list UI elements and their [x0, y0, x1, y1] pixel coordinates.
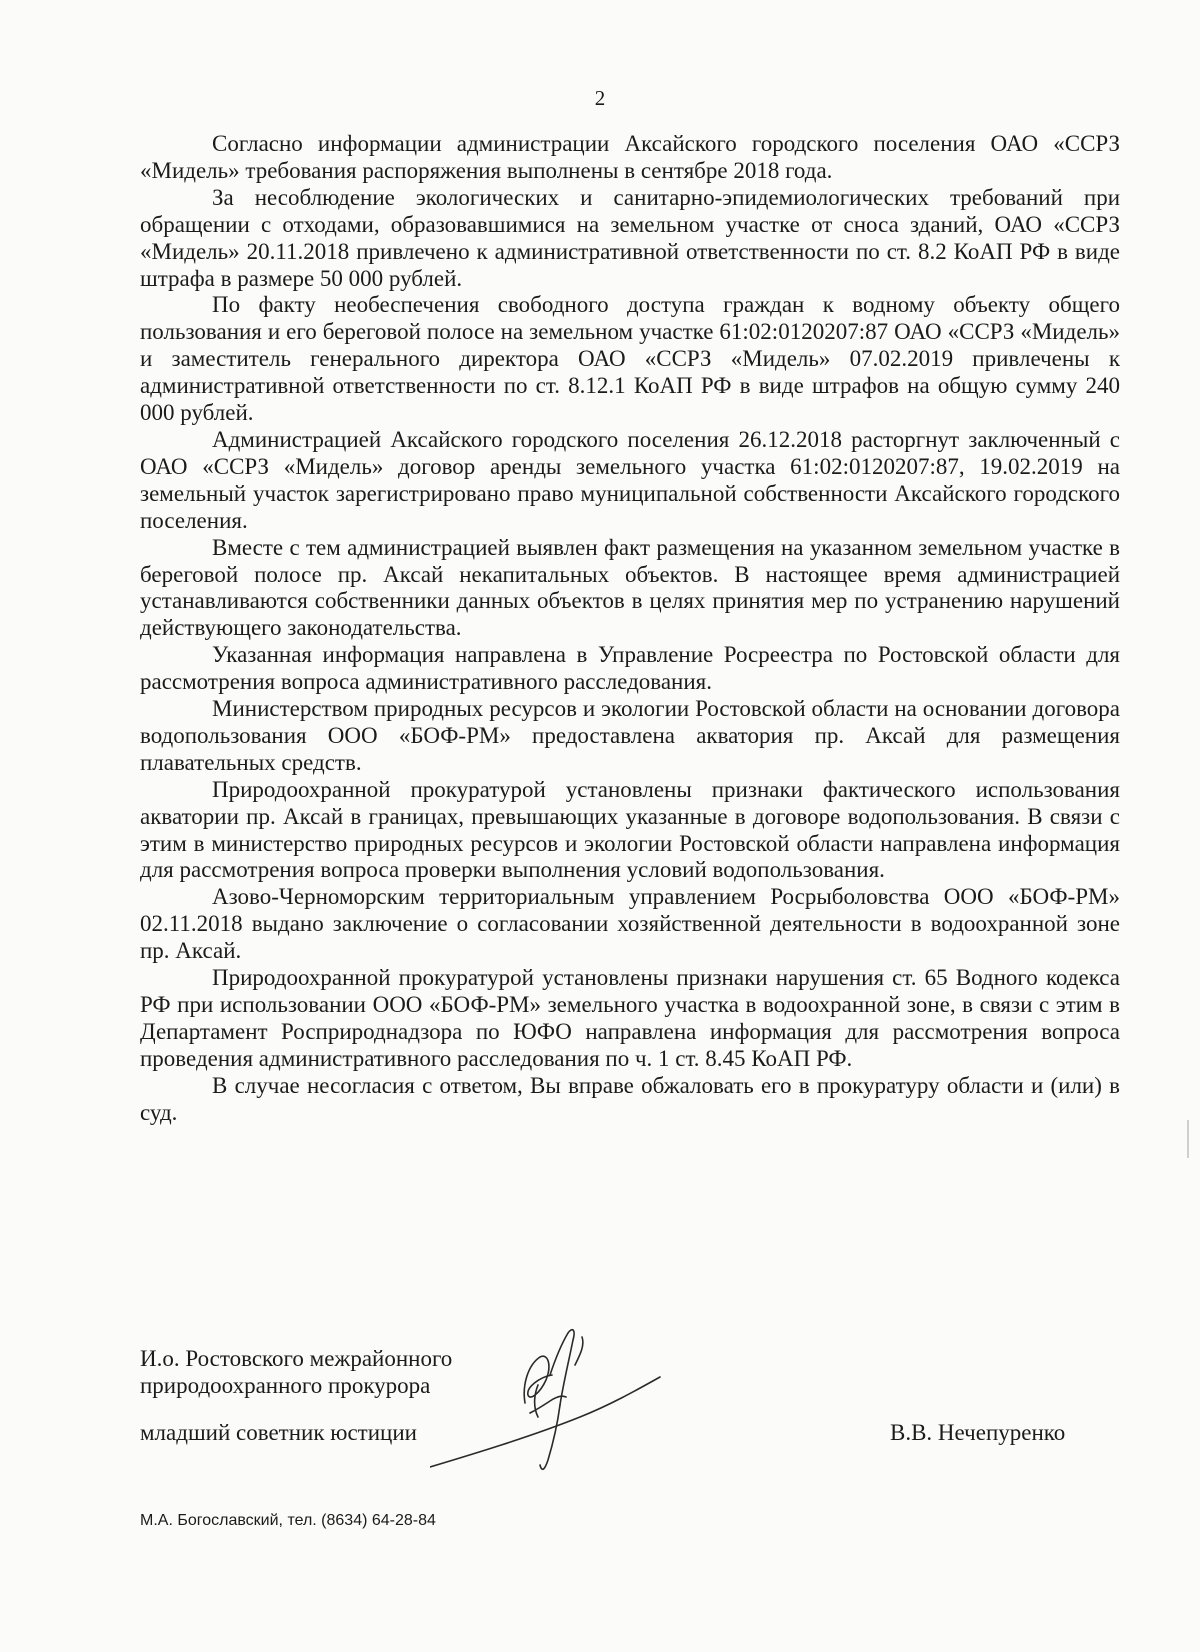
paragraph: Природоохранной прокуратурой установлены признаки фактического использования акватории пр. Аксай в границах, превышающих указанные в договоре водопользования. В связи с этим в министерство природных ресурсов и экологии Ростовской области направлена информация для рассмотрения вопроса проверки выполнения условий водопользования. — [140, 776, 1120, 883]
paragraph: За несоблюдение экологических и санитарно-эпидемиологических требований при обращении с отходами, образовавшимися на земельном участке от сноса зданий, ОАО «ССРЗ «Мидель» 20.11.2018 привлечено к административной ответственности по ст. 8.2 КоАП РФ в виде штрафа в размере 50 000 рублей. — [140, 184, 1120, 291]
letter-body — [140, 131, 1120, 1127]
paragraph: Природоохранной прокуратурой установлены признаки нарушения ст. 65 Водного кодекса РФ при использовании ООО «БОФ-РМ» земельного участка в водоохранной зоне, в связи с этим в Департамент Росприроднадзора по ЮФО направлена информация для рассмотрения вопроса проведения административного расследования по ч. 1 ст. 8.45 КоАП РФ. — [140, 965, 1120, 1071]
signatory-position-line: природоохранного прокурора — [140, 1373, 431, 1398]
paragraph: Указанная информация направлена в Управление Росреестра по Ростовской области для рассмотрения вопроса административного расследования. — [140, 642, 1120, 695]
scan-edge-mark — [1187, 1120, 1189, 1158]
paragraph: Администрацией Аксайского городского поселения 26.12.2018 расторгнут заключенный с ОАО «ССРЗ «Мидель» договор аренды земельного участка 61:02:0120207:87, 19.02.2019 на земельный участок зарегистрировано право муниципальной собственности Аксайского городского поселения. — [140, 426, 1120, 533]
paragraph: Азово-Черноморским территориальным управлением Росрыболовства ООО «БОФ-РМ» 02.11.2018 выдано заключение о согласовании хозяйственной деятельности в водоохранной зоне пр. Аксай. — [140, 884, 1120, 964]
paragraph: В случае несогласия с ответом, Вы вправе обжаловать его в прокуратуру области и (или) в суд. — [140, 1072, 1120, 1125]
paragraph: Согласно информации администрации Аксайского городского поселения ОАО «ССРЗ «Мидель» требования распоряжения выполнены в сентябре 2018 года. — [140, 131, 1120, 183]
signatory-rank: младший советник юстиции — [140, 1420, 417, 1445]
signatory-position — [140, 1345, 452, 1399]
handwritten-signature — [430, 1325, 680, 1475]
signatory-position-line: И.о. Ростовского межрайонного — [140, 1346, 453, 1371]
executor-contact: М.А. Богославский, тел. (8634) 64-28-84 — [140, 1512, 436, 1529]
paragraph: Министерством природных ресурсов и экологии Ростовской области на основании договора водопользования ООО «БОФ-РМ» предоставлена акватория пр. Аксай для размещения плавательных средств. — [140, 696, 1120, 775]
signatory-name: В.В. Нечепуренко — [890, 1420, 1066, 1445]
paragraph: Вместе с тем администрацией выявлен факт размещения на указанном земельном участке в береговой полосе пр. Аксай некапитальных объектов. В настоящее время администрацией устанавливаются собственники данных объектов в целях принятия мер по устранению нарушений действующего законодательства. — [140, 534, 1120, 641]
page-number: 2 — [594, 86, 606, 110]
paragraph: По факту необеспечения свободного доступа граждан к водному объекту общего пользования и его береговой полосе на земельном участке 61:02:0120207:87 ОАО «ССРЗ «Мидель» и заместитель генерального директора ОАО «ССРЗ «Мидель» 07.02.2019 привлечены к административной ответственности по ст. 8.12.1 КоАП РФ в виде штрафов на общую сумму 240 000 рублей. — [140, 292, 1120, 426]
